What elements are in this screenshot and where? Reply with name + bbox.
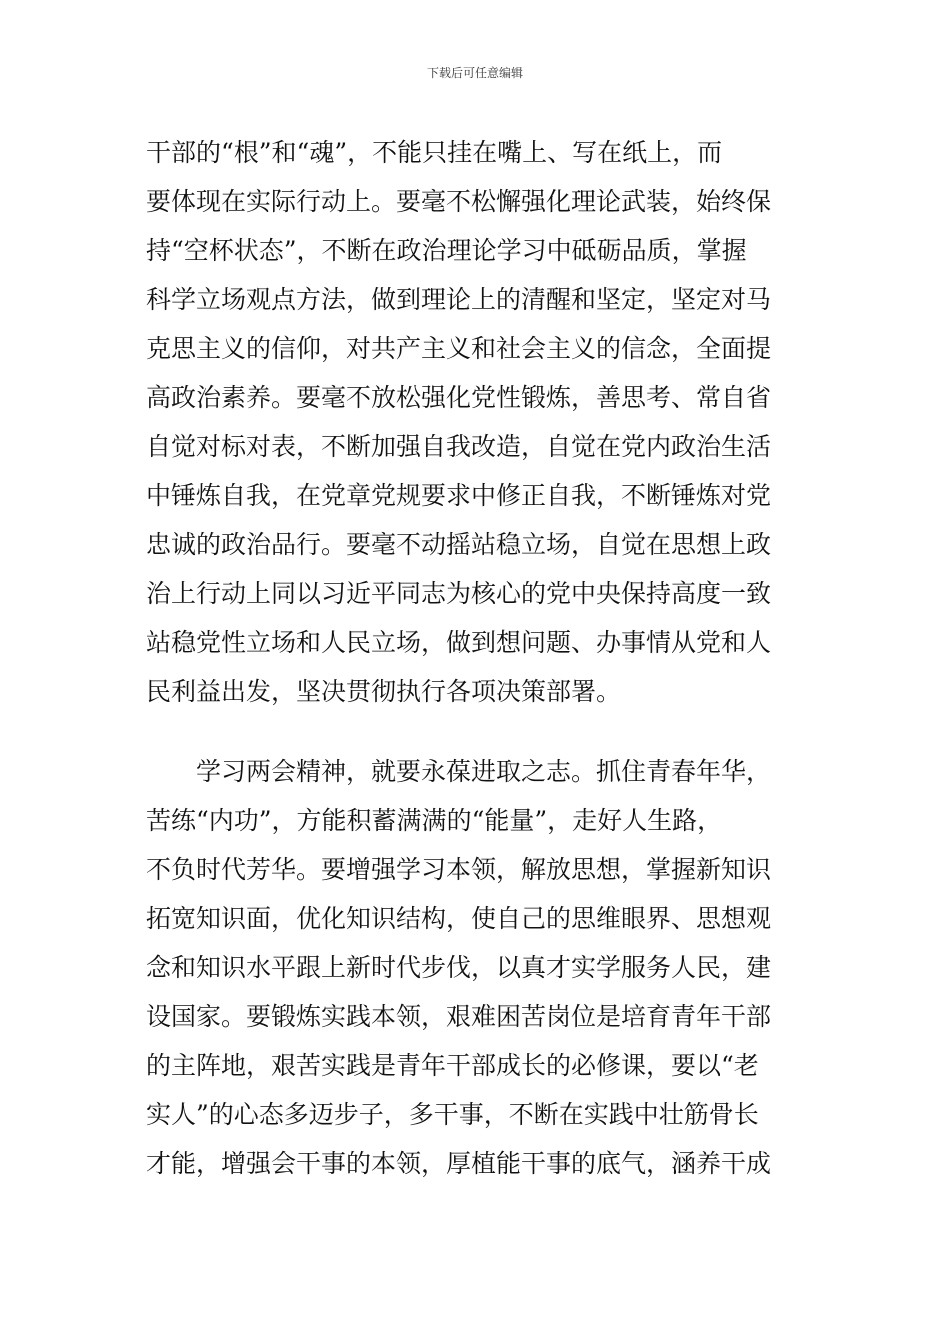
text-line-indented: 学习两会精神，就要永葆进取之志。抓住青春年华， (196, 757, 772, 786)
text-line: 持“空杯状态”，不断在政治理论学习中砥砺品质，掌握 (146, 236, 747, 265)
text-line: 克思主义的信仰，对共产主义和社会主义的信念，全面提 (146, 334, 772, 363)
text-line: 实人”的心态多迈步子，多干事，不断在实践中壮筋骨长 (146, 1100, 759, 1129)
text-line: 科学立场观点方法，做到理论上的清醒和坚定，坚定对马 (146, 285, 772, 314)
text-line: 中锤炼自我，在党章党规要求中修正自我，不断锤炼对党 (146, 481, 772, 510)
page-header: 下载后可任意编辑 (426, 66, 523, 80)
text-line: 设国家。要锻炼实践本领，艰难困苦岗位是培育青年干部 (146, 1002, 772, 1031)
text-line: 要体现在实际行动上。要毫不松懈强化理论武装，始终保 (146, 187, 772, 216)
text-line: 拓宽知识面，优化知识结构，使自己的思维眼界、思想观 (146, 904, 772, 933)
text-line: 干部的“根”和“魂”，不能只挂在嘴上、写在纸上，而 (146, 138, 723, 167)
text-line: 才能，增强会干事的本领，厚植能干事的底气，涵养干成 (146, 1149, 772, 1178)
text-line: 不负时代芳华。要增强学习本领，解放思想，掌握新知识 (146, 855, 772, 884)
text-line: 念和知识水平跟上新时代步伐，以真才实学服务人民，建 (146, 953, 772, 982)
text-line: 高政治素养。要毫不放松强化党性锻炼，善思考、常自省 (146, 383, 772, 412)
text-line: 治上行动上同以习近平同志为核心的党中央保持高度一致 (146, 579, 772, 608)
text-line: 忠诚的政治品行。要毫不动摇站稳立场，自觉在思想上政 (146, 530, 772, 559)
text-line: 苦练“内功”，方能积蓄满满的“能量”，走好人生路， (146, 806, 723, 835)
text-line: 民利益出发，坚决贯彻执行各项决策部署。 (146, 677, 622, 706)
paragraph-2 (146, 747, 806, 1188)
text-line: 站稳党性立场和人民立场，做到想问题、办事情从党和人 (146, 628, 772, 657)
text-line: 的主阵地，艰苦实践是青年干部成长的必修课，要以“老 (146, 1051, 759, 1080)
text-line: 自觉对标对表，不断加强自我改造，自觉在党内政治生活 (146, 432, 772, 461)
paragraph-1 (146, 128, 806, 716)
